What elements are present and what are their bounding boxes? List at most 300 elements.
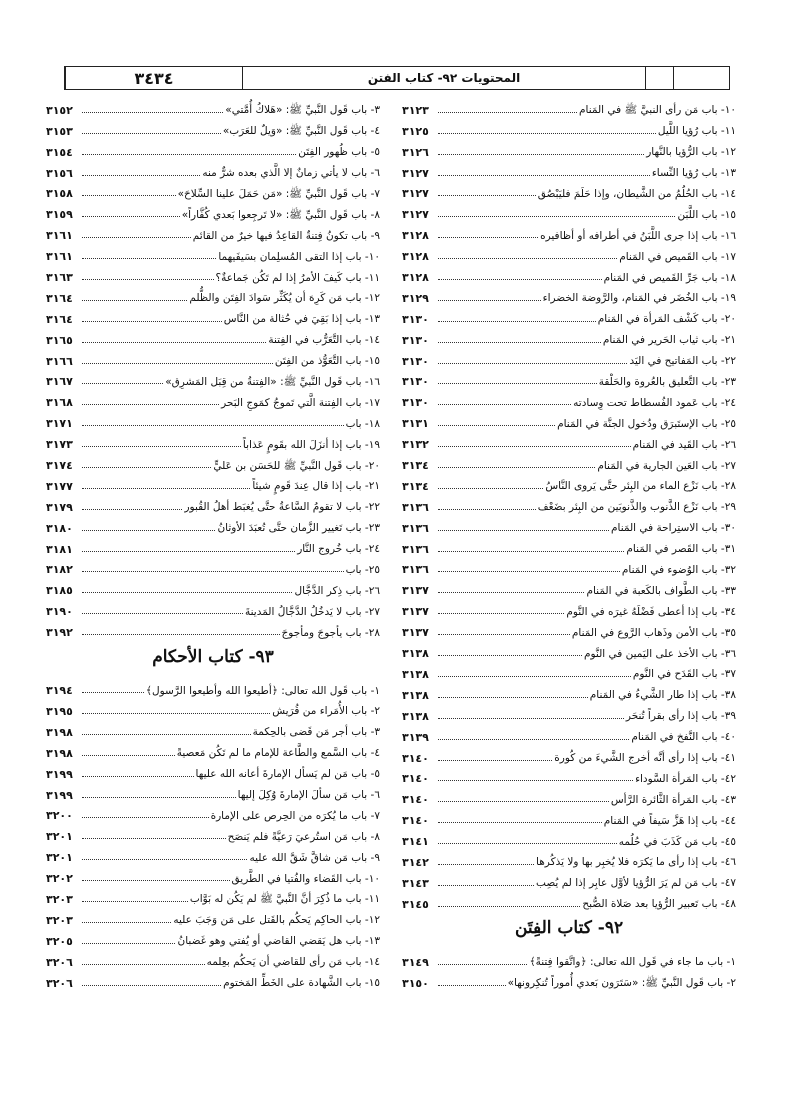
toc-entry-title: ١٧- باب القَميص في المَنام <box>619 250 736 263</box>
dot-leader <box>82 964 205 965</box>
toc-entry-page: ٣١٥٤ <box>46 145 73 159</box>
toc-entry-page: ٣١٩٢ <box>46 626 73 640</box>
dot-leader <box>438 446 631 447</box>
toc-entry-page: ٣١٣٤ <box>402 479 429 493</box>
dot-leader <box>82 985 221 986</box>
toc-entry-title: ٤٤- باب إذا هَزَّ سَيفاً في المَنام <box>603 814 736 827</box>
dot-leader <box>82 713 270 714</box>
dot-leader <box>82 154 296 155</box>
toc-entry-title: ١٢- باب الحاكِم يَحكُم بالقَتل على مَن وَجَبَ عليه <box>173 914 380 927</box>
toc-entry-title: ١١- باب رُؤيا اللَّيل <box>657 125 736 138</box>
toc-entry-page: ٣١٣٦ <box>402 542 429 556</box>
dot-leader <box>82 776 194 777</box>
dot-leader <box>82 509 182 510</box>
toc-entry <box>402 575 736 596</box>
toc-entry-title: ١٦- باب قَول النَّبيِّ ﷺ: «الفِتنةُ من قِبَل المَشرِق» <box>165 375 380 388</box>
toc-entry-title: ١٣- باب هل يَقضي القاضي أو يُفتي وهو غَضبانُ <box>177 935 380 948</box>
toc-entry <box>402 158 736 179</box>
toc-entry-title: ١٠- باب إذا التقى المُسلِمان بسَيفَيهما <box>218 250 380 263</box>
toc-entry-page: ٣١٩٩ <box>46 767 73 781</box>
toc-entry-page: ٣١٢٨ <box>402 250 429 264</box>
dot-leader <box>438 321 596 322</box>
toc-entry <box>402 408 736 429</box>
toc-entry-title: ٢٠- باب قَول النَّبيِّ ﷺ للحَسَن بن عَليٍّ <box>213 459 380 472</box>
dot-leader <box>82 195 176 196</box>
toc-entry-title: ٢٤- باب عَمود الفُسطاط تحت وِسادته <box>573 396 736 409</box>
dot-leader <box>438 530 609 531</box>
toc-entry-title: ٣٩- باب إذا رأى بقراً تُنحَر <box>625 710 736 723</box>
dot-leader <box>82 571 344 572</box>
toc-entry <box>46 947 380 968</box>
toc-list <box>46 675 380 988</box>
dot-leader <box>82 446 241 447</box>
toc-entry <box>402 555 736 576</box>
dot-leader <box>82 943 175 944</box>
toc-entry-title: ٥- باب مَن لم يَسأل الإمارةَ أعانه الله عليها <box>195 768 380 781</box>
toc-entry-page: ٣١٥٦ <box>46 166 73 180</box>
toc-entry <box>402 701 736 722</box>
toc-entry <box>402 283 736 304</box>
toc-entry <box>46 821 380 842</box>
page-header <box>64 66 730 90</box>
toc-entry-title: ١٨- باب جَرِّ القَميص في المَنام <box>603 271 736 284</box>
toc-entry <box>402 513 736 534</box>
toc-entry-title: ١٠- باب مَن رأى النبيَّ ﷺ في المَنام <box>579 104 736 117</box>
toc-entry-page: ٣١٣١ <box>402 417 429 431</box>
dot-leader <box>82 592 292 593</box>
toc-entry-title: ١١- باب كَيفَ الأمرُ إذا لم تَكُن جَماعةٌ؟ <box>215 271 380 284</box>
dot-leader <box>82 342 266 343</box>
toc-entry <box>46 429 380 450</box>
toc-entry <box>46 262 380 283</box>
toc-entry <box>402 492 736 513</box>
dot-leader <box>82 734 251 735</box>
toc-entry-page: ٣١٧٤ <box>46 459 73 473</box>
toc-entry-page: ٣١٥٣ <box>46 124 73 138</box>
toc-entry-page: ٣١٢٥ <box>402 124 429 138</box>
dot-leader <box>438 258 617 259</box>
toc-entry-title: ٢٠- باب كَشْف المَرأة في المَنام <box>597 313 736 326</box>
toc-entry-title: ٣٠- باب الاستِراحة في المَنام <box>611 522 736 535</box>
toc-entry-page: ٣١٢٦ <box>402 145 429 159</box>
toc-entry-title: ١٢- باب الرُّؤيا بالنَّهار <box>646 146 736 159</box>
dot-leader <box>82 321 222 322</box>
dot-leader <box>438 822 602 823</box>
toc-entry-title: ٣٥- باب الأمن وذَهاب الرَّوع في المَنام <box>571 626 736 639</box>
toc-entry-page: ٣١٨٢ <box>46 563 73 577</box>
toc-entry-title: ١٤- باب التَّعَرُّب في الفِتنة <box>268 334 380 347</box>
toc-column-left <box>46 95 380 989</box>
toc-entry-title: ٢٦- باب ذِكر الدَّجَّال <box>294 584 380 597</box>
toc-entry-title: ٣٤- باب إذا أعطى فَضْلَهُ غيرَه في النَّوم <box>566 605 736 618</box>
toc-entry-title: ٢٦- باب القَيد في المَنام <box>632 438 736 451</box>
toc-entry-page: ٣١٢٧ <box>402 208 429 222</box>
toc-list <box>402 95 736 910</box>
toc-entry <box>46 780 380 801</box>
dot-leader <box>438 964 527 965</box>
dot-leader <box>82 880 230 881</box>
toc-entry-title: ٦- باب مَن سألَ الإمارةَ وُكِلَ إليها <box>237 789 380 801</box>
dot-leader <box>82 859 247 860</box>
toc-entry-page: ٣١٤٣ <box>402 876 429 890</box>
toc-entry-title: ٣- باب قَول النَّبيِّ ﷺ: «هَلاكُ أُمَّتي» <box>225 104 380 117</box>
toc-entry-title: ١- باب قَول الله تعالى: ﴿أطيعوا الله وأطيعوا الرَّسول﴾ <box>145 684 380 697</box>
book-93-title: ٩٣- كتاب الأحكام <box>152 646 274 667</box>
dot-leader <box>438 300 541 301</box>
toc-entry-title: ٢٥- باب الإستَبرَق ودُخول الجنَّة في المَنام <box>557 417 736 430</box>
dot-leader <box>438 655 582 656</box>
dot-leader <box>82 634 280 635</box>
toc-entry <box>46 220 380 241</box>
toc-entry-page: ٣١٣٧ <box>402 626 429 640</box>
toc-entry <box>402 325 736 346</box>
toc-entry-page: ٣١٣٨ <box>402 688 429 702</box>
toc-entry-page: ٣١٧٧ <box>46 479 73 493</box>
toc-entry-title: ٢١- باب ثياب الحَرير في المَنام <box>602 334 736 347</box>
toc-entry-page: ٣١٥٢ <box>46 103 73 117</box>
toc-entry <box>46 575 380 596</box>
toc-entry-title: ٢٤- باب خُروج النَّار <box>297 543 380 556</box>
toc-entry <box>402 680 736 701</box>
toc-entry-title: ٢٣- باب التَّعليق بالعُروة والحَلْقة <box>598 375 736 388</box>
dot-leader <box>438 279 602 280</box>
dot-leader <box>82 817 209 818</box>
toc-entry-title: ٤٦- باب إذا رأى ما يَكرَه فلا يُخبِر بها ولا يَذكُرها <box>536 856 736 869</box>
toc-entry-title: ٢٣- باب تَغيير الزَّمان حتَّى تُعبَدَ الأوثانُ <box>217 522 380 535</box>
toc-entry <box>46 241 380 262</box>
toc-entry-page: ٣١٩٠ <box>46 605 73 619</box>
toc-entry-title: ٢٢- باب لا تقومُ السَّاعةُ حتَّى يُغبَط أهلُ القُبور <box>184 501 380 514</box>
toc-entry-title: ٥- باب ظُهور الفِتَن <box>298 146 380 159</box>
header-empty-cell <box>701 67 729 89</box>
toc-entry-title: ٨- باب مَن استُرعيَ رَعيَّةً فلم يَنصَح <box>227 830 380 843</box>
toc-entry <box>402 743 736 764</box>
toc-entry-page: ٣١٦٤ <box>46 312 73 326</box>
toc-entry <box>46 367 380 388</box>
toc-entry-page: ٣٢٠١ <box>46 830 73 844</box>
dot-leader <box>438 509 536 510</box>
dot-leader <box>438 697 588 698</box>
dot-leader <box>438 843 617 844</box>
toc-entry-page: ٣١٢٩ <box>402 291 429 305</box>
toc-entry <box>46 346 380 367</box>
dot-leader <box>82 467 211 468</box>
toc-entry-page: ٣١٤٠ <box>402 772 429 786</box>
toc-entry-page: ٣١٨٥ <box>46 584 73 598</box>
toc-entry-page: ٣١٣٠ <box>402 396 429 410</box>
toc-entry <box>402 722 736 743</box>
dot-leader <box>438 592 584 593</box>
toc-entry-title: ٤- باب السَّمع والطَّاعة للإمام ما لم تَكُن مَعصيةً <box>176 747 380 760</box>
toc-entry <box>402 137 736 158</box>
toc-entry-page: ٣١٤٠ <box>402 793 429 807</box>
toc-entry-title: ١٩- باب الخُضَر في المَنام، والرَّوضة الخضراء <box>542 292 736 305</box>
dot-leader <box>82 922 171 923</box>
header-empty-cell <box>645 67 673 89</box>
toc-entry-title: ٨- باب قَول النَّبيِّ ﷺ: «لا تَرجِعوا بَعدي كُفَّاراً» <box>181 208 380 221</box>
toc-entry-title: ٢٨- باب نَزْع الماء من البِئر حتَّى يَروى النَّاسُ <box>545 480 736 493</box>
toc-entry <box>46 555 380 576</box>
toc-entry <box>46 325 380 346</box>
dot-leader <box>438 613 564 614</box>
toc-entry <box>402 95 736 116</box>
toc-entry <box>402 534 736 555</box>
toc-entry-page: ٣١٣٠ <box>402 354 429 368</box>
toc-entry-title: ٣٣- باب الطَّواف بالكَعبة في المَنام <box>586 584 736 597</box>
toc-entry-page: ٣١٦١ <box>46 250 73 264</box>
toc-entry <box>46 696 380 717</box>
dot-leader <box>438 383 597 384</box>
dot-leader <box>438 488 543 489</box>
toc-entry <box>46 675 380 696</box>
toc-entry <box>46 116 380 137</box>
toc-entry-page: ٣١٢٨ <box>402 271 429 285</box>
toc-entry <box>46 759 380 780</box>
toc-entry-page: ٣١٣٢ <box>402 438 429 452</box>
dot-leader <box>82 530 215 531</box>
toc-entry <box>46 199 380 220</box>
toc-entry-title: ١٦- باب إذا جرى اللَّبَنُ في أطرافه أو أظافيره <box>540 229 736 242</box>
toc-entry <box>46 905 380 926</box>
toc-entry-title: ٧- باب قَول النَّبيِّ ﷺ: «مَن حَمَلَ علينا السِّلاحَ» <box>177 187 380 200</box>
toc-entry <box>46 513 380 534</box>
toc-entry-title: ٢٩- باب نَزْع الذَّنوب والذَّنوبَين من البِئر بضَعْف <box>537 501 736 514</box>
toc-entry-page: ٣١٣٦ <box>402 521 429 535</box>
toc-entry <box>46 387 380 408</box>
toc-entry-title: ٤١- باب إذا رأى أنَّه أخرج الشَّيءَ من كُورة <box>554 752 736 764</box>
toc-entry-title: ٤٢- باب المَرأة السَّوداء <box>635 772 736 785</box>
toc-entry-title: ٤٧- باب مَن لم يَرَ الرُّؤيا لأوَّل عابِر إذا لم يُصِب <box>536 877 736 890</box>
dot-leader <box>438 985 506 986</box>
toc-entry <box>402 847 736 868</box>
toc-entry-title: ٩- باب مَن شاقَّ شَقَّ الله عليه <box>249 851 380 864</box>
toc-entry-page: ٣٢٠٦ <box>46 976 73 990</box>
toc-entry <box>402 471 736 492</box>
toc-entry <box>402 429 736 450</box>
toc-entry-page: ٣١٦٨ <box>46 396 73 410</box>
toc-entry-page: ٣١٩٨ <box>46 746 73 760</box>
toc-entry-page: ٣١٤٠ <box>402 751 429 765</box>
dot-leader <box>438 404 571 405</box>
toc-entry-page: ٣١٤٩ <box>402 955 429 969</box>
toc-entry <box>46 926 380 947</box>
toc-entry-page: ٣٢٠٣ <box>46 913 73 927</box>
toc-entry <box>46 471 380 492</box>
toc-entry <box>402 826 736 847</box>
dot-leader <box>438 467 595 468</box>
toc-entry-title: ٤٣- باب المَرأة الثَّائرة الرَّأس <box>610 793 736 806</box>
toc-entry-page: ٣١٣٤ <box>402 459 429 473</box>
toc-entry-title: ٤- باب قَول النَّبيِّ ﷺ: «وَيلٌ للعَرَب» <box>222 125 380 138</box>
toc-entry <box>402 179 736 200</box>
toc-entry-title: ٢- باب قَول النَّبيِّ ﷺ: «سَتَرَون بَعدي أُموراً تُنكِرونها» <box>507 977 736 990</box>
toc-entry-page: ٣١٨٠ <box>46 521 73 535</box>
toc-entry-title: ٣- باب أجر مَن قَضى بالحِكمة <box>252 726 380 739</box>
dot-leader <box>438 718 624 719</box>
toc-list <box>46 95 380 638</box>
toc-entry-title: ٢٥- باب <box>345 563 380 576</box>
dot-leader <box>82 404 219 405</box>
dot-leader <box>438 237 538 238</box>
toc-entry-title: ١٥- باب اللَّبَن <box>677 208 736 221</box>
toc-entry <box>402 367 736 388</box>
toc-entry <box>46 617 380 638</box>
toc-entry-page: ٣٢٠٥ <box>46 934 73 948</box>
toc-entry <box>46 450 380 471</box>
toc-entry <box>46 968 380 989</box>
toc-entry <box>46 842 380 863</box>
toc-entry-page: ٣١٣٧ <box>402 584 429 598</box>
toc-entry <box>402 199 736 220</box>
toc-entry <box>402 805 736 826</box>
dot-leader <box>82 383 163 384</box>
toc-entry-title: ١٩- باب إذا أنزَلَ الله بقَومٍ عَذاباً <box>242 438 380 451</box>
toc-entry <box>402 304 736 325</box>
dot-leader <box>82 797 236 798</box>
dot-leader <box>82 755 175 756</box>
toc-entry-page: ٣١٦٦ <box>46 354 73 368</box>
toc-entry-page: ٣١٣٧ <box>402 605 429 619</box>
dot-leader <box>82 175 200 176</box>
toc-entry <box>46 158 380 179</box>
dot-leader <box>82 613 243 614</box>
toc-entry-title: ٢٧- باب لا يَدخُلُ الدَّجَّالُ المَدينةَ <box>245 605 380 618</box>
toc-entry-page: ٣١٣٠ <box>402 375 429 389</box>
toc-entry-page: ٣١٤٠ <box>402 814 429 828</box>
toc-entry <box>46 304 380 325</box>
dot-leader <box>438 342 601 343</box>
dot-leader <box>82 551 295 552</box>
dot-leader <box>82 901 188 902</box>
dot-leader <box>82 112 223 113</box>
toc-entry-title: ١٤- باب الحُلُمُ من الشَّيطان، وإذا حَلَمَ فليَبْصُق <box>537 187 736 200</box>
dot-leader <box>82 692 144 693</box>
toc-entry-page: ٣١٦٣ <box>46 271 73 285</box>
toc-entry <box>46 801 380 822</box>
toc-entry-title: ٢- باب الأُمَراء من قُرَيش <box>272 705 380 718</box>
toc-entry-title: ١٥- باب التَّعَوُّذ من الفِتَن <box>274 355 380 368</box>
toc-entry-title: ٤٠- باب النَّفخ في المَنام <box>631 731 736 744</box>
toc-entry-page: ٣١٨١ <box>46 542 73 556</box>
dot-leader <box>438 885 534 886</box>
toc-entry-title: ٣٧- باب القَدَح في النَّوم <box>632 668 736 681</box>
toc-entry-page: ٣١٦١ <box>46 229 73 243</box>
dot-leader <box>438 864 534 865</box>
dot-leader <box>82 838 226 839</box>
toc-entry <box>46 596 380 617</box>
toc-entry-title: ٤٥- باب مَن كَذَبَ في حُلُمه <box>618 835 736 848</box>
toc-entry-page: ٣١٦٤ <box>46 291 73 305</box>
toc-entry <box>402 617 736 638</box>
toc-entry <box>46 492 380 513</box>
dot-leader <box>438 739 629 740</box>
toc-entry <box>46 179 380 200</box>
toc-entry-page: ٣٢٠٠ <box>46 809 73 823</box>
dot-leader <box>82 425 344 426</box>
toc-entry <box>46 95 380 116</box>
toc-entry <box>402 220 736 241</box>
toc-entry-title: ١٠- باب القَضاء والفُتيا في الطَّريق <box>231 872 380 885</box>
toc-entry-page: ٣١٣٠ <box>402 333 429 347</box>
toc-entry <box>402 116 736 137</box>
toc-column-right <box>402 95 736 989</box>
toc-entry <box>402 784 736 805</box>
toc-entry-title: ٣١- باب القَصر في المَنام <box>626 543 736 556</box>
toc-entry-page: ٣١٩٩ <box>46 788 73 802</box>
toc-entry-title: ٢٢- باب المَفاتيح في اليَد <box>629 355 736 368</box>
toc-entry-title: ١٢- باب مَن كَرِهَ أن يُكَثِّر سَوادَ الفِتَن والظُّلم <box>189 292 380 305</box>
toc-entry-page: ٣١٣٨ <box>402 647 429 661</box>
toc-entry-title: ١٣- باب رُؤيا النِّساء <box>651 167 736 180</box>
toc-entry <box>402 241 736 262</box>
toc-entry-title: ٧- باب ما يُكرَه من الحِرص على الإمارة <box>210 809 380 822</box>
toc-entry <box>402 450 736 471</box>
toc-entry <box>46 534 380 555</box>
toc-entry-title: ١٣- باب إذا بَقِيَ في حُثالة من النَّاس <box>223 313 380 326</box>
toc-entry-page: ٣١٥٩ <box>46 208 73 222</box>
toc-entry-title: ٢١- باب إذا قال عِندَ قَومٍ شيئاً <box>252 480 380 493</box>
dot-leader <box>438 216 675 217</box>
toc-entry-page: ٣١٩٨ <box>46 725 73 739</box>
toc-entry-page: ٣٢٠١ <box>46 851 73 865</box>
dot-leader <box>438 175 650 176</box>
dot-leader <box>438 551 624 552</box>
dot-leader <box>82 300 187 301</box>
dot-leader <box>438 195 536 196</box>
toc-entry-page: ٣١٧٩ <box>46 500 73 514</box>
toc-entry-page: ٣١٢٣ <box>402 103 429 117</box>
dot-leader <box>438 571 620 572</box>
running-title: المحتويات ٩٢- كتاب الفتن <box>242 67 645 89</box>
toc-entry-page: ٣١٢٧ <box>402 166 429 180</box>
toc-entry-title: ٢٧- باب العَين الجارية في المَنام <box>597 459 736 472</box>
dot-leader <box>82 363 273 364</box>
toc-entry-title: ٣٨- باب إذا طار الشَّيءُ في المَنام <box>589 689 736 702</box>
toc-entry-page: ٣١٥٠ <box>402 976 429 990</box>
toc-entry-page: ٣١٦٥ <box>46 333 73 347</box>
toc-entry <box>402 659 736 680</box>
toc-entry <box>402 638 736 659</box>
toc-entry-title: ١٨- باب <box>345 417 380 430</box>
toc-entry-title: ٤٨- باب تَعبير الرُّؤيا بعد صَلاة الصُّبح <box>582 898 736 911</box>
toc-entry <box>46 408 380 429</box>
dot-leader <box>438 760 552 761</box>
toc-entry-page: ٣١٣٨ <box>402 667 429 681</box>
dot-leader <box>82 488 250 489</box>
dot-leader <box>82 216 180 217</box>
toc-entry-title: ١٧- باب الفِتنة الَّتي تَموجُ كمَوجِ البَحر <box>221 396 380 409</box>
toc-entry <box>46 863 380 884</box>
toc-entry-title: ٢٨- باب يأجوجَ ومأجوجَ <box>281 626 380 639</box>
toc-entry-page: ٣٢٠٦ <box>46 955 73 969</box>
dot-leader <box>438 780 633 781</box>
book-92-title: ٩٢- كتاب الفِتَن <box>514 918 624 939</box>
dot-leader <box>82 133 221 134</box>
toc-entry-page: ٣١٤٥ <box>402 897 429 911</box>
toc-entry-page: ٣١٣٨ <box>402 709 429 723</box>
dot-leader <box>82 258 216 259</box>
toc-entry-title: ٦- باب لا يأتي زمانٌ إلا الَّذي بعده شرٌّ منه <box>202 167 380 180</box>
toc-entry <box>46 283 380 304</box>
toc-entry-title: ٣٦- باب الأخذ على اليَمين في النَّوم <box>583 647 736 660</box>
dot-leader <box>438 112 577 113</box>
toc-entry-page: ٣١٣٠ <box>402 312 429 326</box>
toc-entry-title: ٩- باب تكونُ فِتنةٌ القاعِدُ فيها خيرٌ من القائم <box>192 229 380 242</box>
dot-leader <box>438 154 644 155</box>
toc-entry-page: ٣١٥٨ <box>46 187 73 201</box>
toc-entry-page: ٣١٧١ <box>46 417 73 431</box>
toc-entry <box>46 738 380 759</box>
